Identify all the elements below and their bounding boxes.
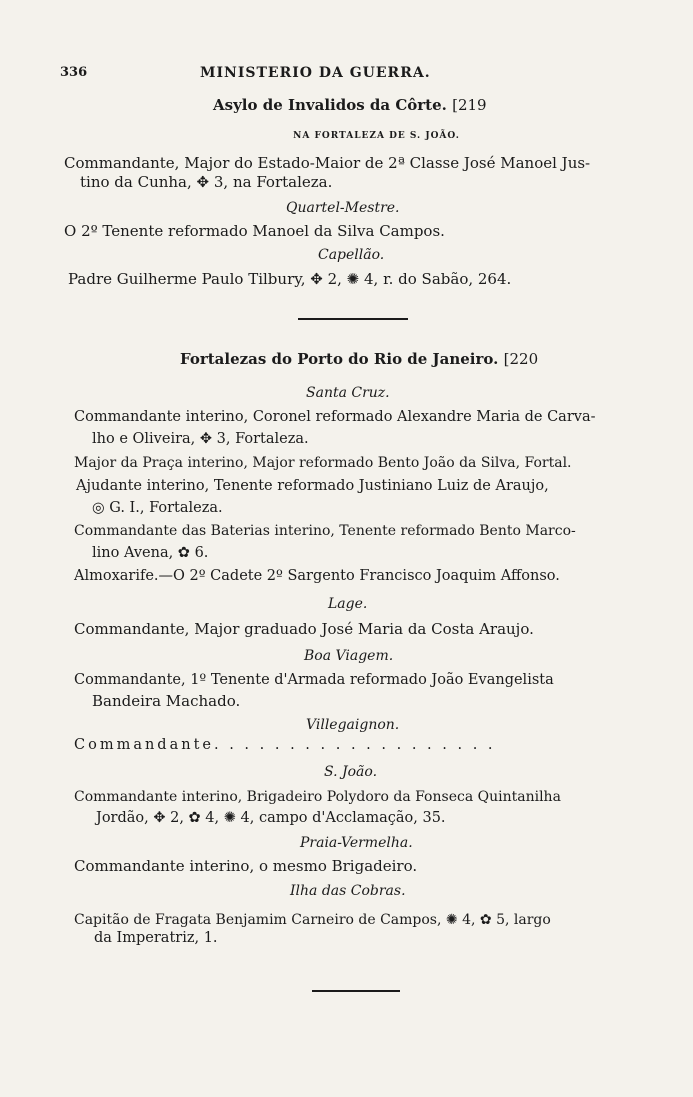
text-line: Jordão, ✥ 2, ✿ 4, ✺ 4, campo d'Acclamação, 35. [96, 810, 446, 826]
subheading-ilha-das-cobras: Ilha das Cobras. [290, 883, 406, 899]
text-line: tino da Cunha, ✥ 3, na Fortaleza. [80, 173, 333, 191]
subheading-villegaignon: Villegaignon. [306, 717, 400, 733]
running-title: MINISTERIO DA GUERRA. [200, 65, 431, 81]
text-line: Padre Guilherme Paulo Tilbury, ✥ 2, ✺ 4, r. do Sabão, 264. [68, 270, 512, 288]
text-line: da Imperatriz, 1. [94, 930, 218, 946]
section-title-text: Fortalezas do Porto do Rio de Janeiro. [180, 350, 499, 368]
section-title-text: Asylo de Invalidos da Côrte. [213, 96, 447, 114]
text-line: ◎ G. I., Fortaleza. [92, 500, 223, 516]
subheading-lage: Lage. [328, 596, 368, 612]
section-divider [298, 318, 408, 320]
text-line: Commandante, Major do Estado-Maior de 2ª Classe José Manoel Jus- [64, 154, 591, 172]
section-subtitle: NA FORTALEZA DE S. JOÃO. [293, 131, 460, 141]
subheading-quartel-mestre: Quartel-Mestre. [286, 200, 400, 216]
text-line: Commandante das Baterias interino, Tenente reformado Bento Marco- [74, 523, 576, 539]
section-number: [220 [503, 350, 539, 368]
text-line: Commandante interino, o mesmo Brigadeiro. [74, 857, 418, 875]
text-line: Commandante, Major graduado José Maria da Costa Araujo. [74, 620, 534, 638]
section-number: [219 [452, 96, 487, 114]
text-line: Capitão de Fragata Benjamim Carneiro de Campos, ✺ 4, ✿ 5, largo [74, 912, 551, 928]
text-line: Major da Praça interino, Major reformado Bento João da Silva, Fortal. [74, 455, 572, 471]
subheading-santa-cruz: Santa Cruz. [306, 385, 390, 401]
text-line: Commandante interino, Brigadeiro Polydoro da Fonseca Quintanilha [74, 789, 561, 805]
text-line: Almoxarife.—O 2º Cadete 2º Sargento Francisco Joaquim Affonso. [74, 568, 560, 584]
subheading-praia-vermelha: Praia-Vermelha. [300, 835, 413, 851]
text-line: O 2º Tenente reformado Manoel da Silva Campos. [64, 222, 445, 240]
text-line-commandante-vacant: Commandante. . . . . . . . . . . . . . . . . . . [74, 737, 496, 753]
text-line: Ajudante interino, Tenente reformado Justiniano Luiz de Araujo, [76, 478, 549, 494]
text-line: Commandante, 1º Tenente d'Armada reformado João Evangelista [74, 672, 554, 688]
text-line: lino Avena, ✿ 6. [92, 545, 209, 561]
subheading-capellao: Capellão. [318, 247, 385, 263]
section-title-asylo [213, 96, 487, 114]
page-end-divider [312, 990, 400, 992]
page-number: 336 [60, 65, 88, 80]
text-line: Commandante interino, Coronel reformado Alexandre Maria de Carva- [74, 409, 596, 425]
text-line: Bandeira Machado. [92, 692, 241, 710]
section-title-fortalezas [180, 350, 538, 368]
subheading-boa-viagem: Boa Viagem. [304, 648, 394, 664]
subheading-s-joao: S. João. [324, 764, 378, 780]
text-line: lho e Oliveira, ✥ 3, Fortaleza. [92, 431, 309, 447]
